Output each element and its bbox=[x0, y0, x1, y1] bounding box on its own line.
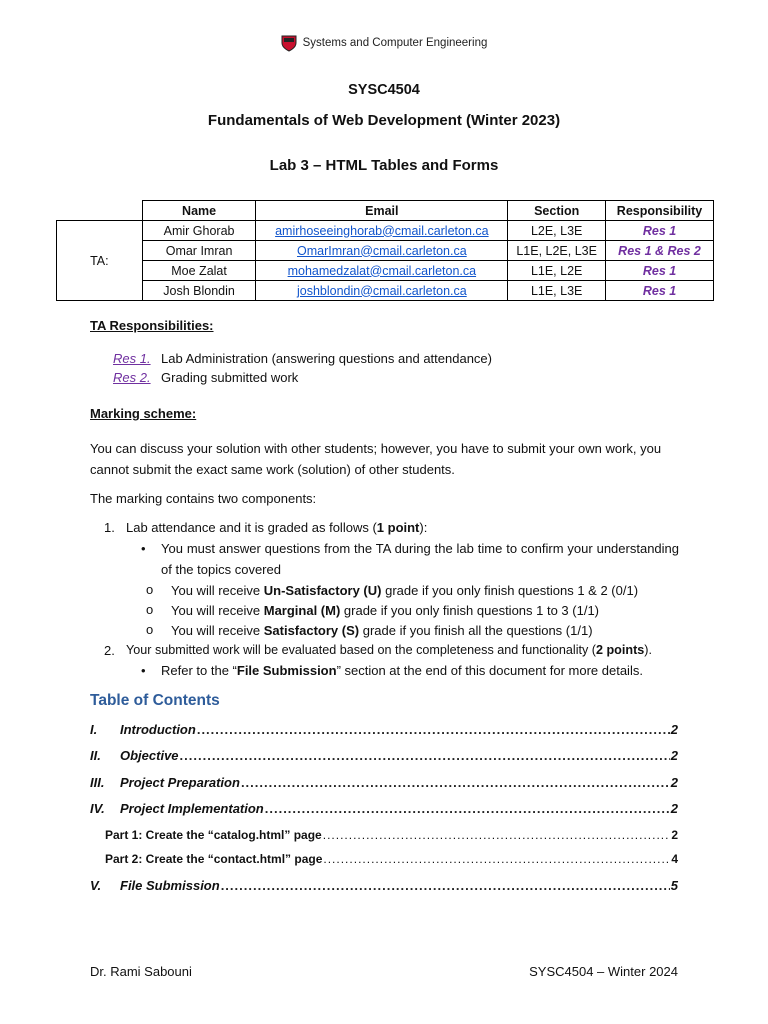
ta-responsibilities-heading: TA Responsibilities: bbox=[90, 318, 214, 333]
col-header-email: Email bbox=[256, 201, 508, 221]
marking-item-2: Your submitted work will be evaluated based on the completeness and functionality (2 points). bbox=[126, 643, 652, 657]
ta-email-link[interactable]: amirhoseeinghorab@cmail.carleton.ca bbox=[275, 223, 489, 238]
grade-unsatisfactory: You will receive Un-Satisfactory (U) grade if you only finish questions 1 & 2 (0/1) bbox=[171, 583, 639, 598]
toc-subentry[interactable]: Part 2: Create the “contact.html” page ..... 4 bbox=[105, 852, 678, 870]
table-row bbox=[57, 261, 714, 281]
ta-responsibility: Res 1 bbox=[606, 221, 714, 241]
bullet-icon: • bbox=[141, 663, 146, 678]
circle-bullet-icon: o bbox=[146, 622, 154, 637]
toc-entry[interactable]: IV. Project Implementation ..... 2 bbox=[90, 801, 678, 819]
marking-components: The marking contains two components: bbox=[90, 491, 317, 506]
toc-entry[interactable]: I. Introduction ..... 2 bbox=[90, 722, 678, 740]
ta-section: L2E, L3E bbox=[508, 221, 606, 241]
ta-email-link[interactable]: joshblondin@cmail.carleton.ca bbox=[296, 283, 467, 298]
marking-item-1: Lab attendance and it is graded as follows (1 point): bbox=[126, 520, 428, 535]
lab-title: Lab 3 – HTML Tables and Forms bbox=[269, 157, 499, 174]
col-header-responsibility: Responsibility bbox=[606, 201, 714, 221]
ta-section: L1E, L2E, L3E bbox=[508, 241, 606, 261]
ta-responsibility: Res 1 bbox=[606, 261, 714, 281]
list-item: Res 1. Lab Administration (answering questions and attendance) bbox=[113, 351, 492, 366]
course-code: SYSC4504 bbox=[348, 82, 420, 98]
list-item: Res 2. Grading submitted work bbox=[113, 370, 299, 385]
ta-responsibility: Res 1 bbox=[606, 281, 714, 301]
ta-email-link[interactable]: OmarImran@cmail.carleton.ca bbox=[297, 243, 467, 258]
table-row bbox=[57, 281, 714, 301]
ta-name: Omar Imran bbox=[142, 241, 256, 261]
footer-author: Dr. Rami Sabouni bbox=[90, 964, 192, 979]
res-key: Res 1. bbox=[113, 351, 151, 366]
marking-intro: You can discuss your solution with other students; however, you have to submit your own work, you cannot submit the exact same work (solution) of other students. bbox=[90, 441, 662, 477]
table-row bbox=[57, 241, 714, 261]
toc-entry[interactable]: V. File Submission ..... 5 bbox=[90, 878, 678, 896]
ta-name: Moe Zalat bbox=[142, 261, 256, 281]
res-key: Res 2. bbox=[113, 370, 151, 385]
university-logo-icon bbox=[281, 34, 297, 52]
page-header bbox=[0, 34, 768, 52]
toc-subentry[interactable]: Part 1: Create the “catalog.html” page ..... 2 bbox=[105, 828, 678, 846]
circle-bullet-icon: o bbox=[146, 582, 154, 597]
grade-satisfactory: You will receive Satisfactory (S) grade if you finish all the questions (1/1) bbox=[171, 623, 593, 638]
ta-section: L1E, L2E bbox=[508, 261, 606, 281]
table-row bbox=[57, 221, 714, 241]
bullet-icon: • bbox=[141, 541, 146, 556]
toc-entry[interactable]: II. Objective ..... 2 bbox=[90, 748, 678, 766]
circle-bullet-icon: o bbox=[146, 602, 154, 617]
ta-responsibility: Res 1 & Res 2 bbox=[606, 241, 714, 261]
list-number: 1. bbox=[104, 520, 115, 535]
org-name: Systems and Computer Engineering bbox=[302, 37, 488, 49]
list-number: 2. bbox=[104, 643, 115, 658]
ta-email-link[interactable]: mohamedzalat@cmail.carleton.ca bbox=[287, 263, 477, 278]
marking-item-2-bullet: Refer to the “File Submission” section at the end of this document for more details. bbox=[161, 663, 643, 678]
grade-marginal: You will receive Marginal (M) grade if you only finish questions 1 to 3 (1/1) bbox=[171, 603, 600, 618]
col-header-section: Section bbox=[508, 201, 606, 221]
course-title: Fundamentals of Web Development (Winter 2023) bbox=[207, 112, 561, 129]
col-header-name: Name bbox=[142, 201, 256, 221]
marking-item-1-bullet: You must answer questions from the TA during the lab time to confirm your understanding of the topics covered bbox=[161, 541, 679, 577]
ta-name: Josh Blondin bbox=[142, 281, 256, 301]
ta-section: L1E, L3E bbox=[508, 281, 606, 301]
marking-scheme-heading: Marking scheme: bbox=[90, 406, 197, 421]
toc-entry[interactable]: III. Project Preparation ..... 2 bbox=[90, 775, 678, 793]
toc-title: Table of Contents bbox=[90, 692, 220, 709]
ta-table bbox=[56, 200, 714, 301]
table-header-row bbox=[57, 201, 714, 221]
ta-name: Amir Ghorab bbox=[142, 221, 256, 241]
ta-label: TA: bbox=[57, 221, 143, 301]
footer-course: SYSC4504 – Winter 2024 bbox=[529, 964, 678, 979]
